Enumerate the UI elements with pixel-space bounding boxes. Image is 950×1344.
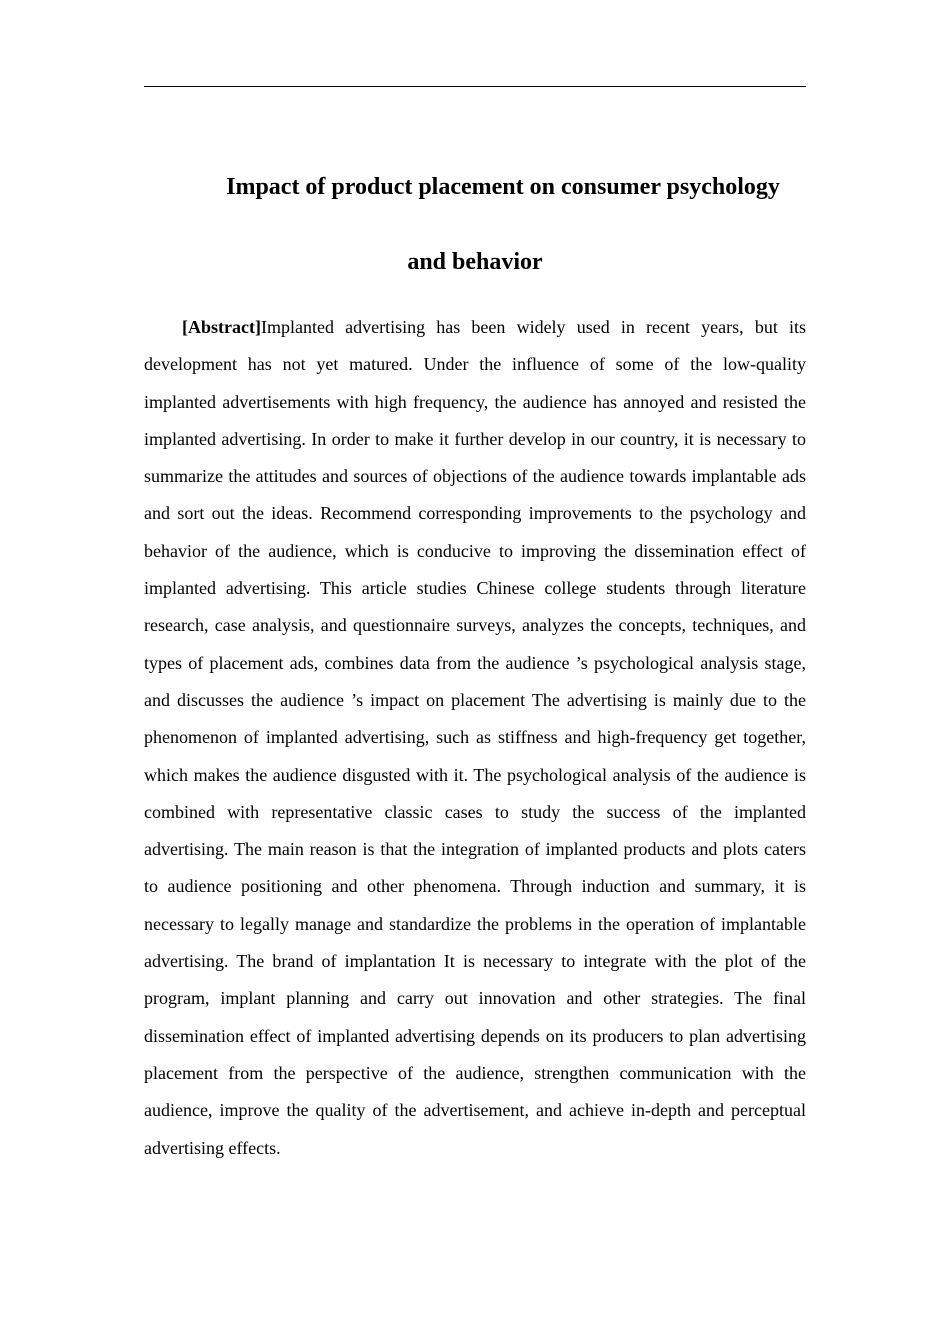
abstract-label: [Abstract] — [182, 317, 261, 337]
abstract-paragraph — [144, 309, 806, 1167]
header-rule — [144, 86, 806, 87]
title-line-2: and behavior — [407, 249, 543, 275]
title-line-1: Impact of product placement on consumer psychology — [226, 174, 780, 200]
abstract-text: Implanted advertising has been widely used in recent years, but its development has not yet matured. Under the influence of some of the low-quality implanted advertisements with high frequency, the audience has annoyed and resisted the implanted advertising. In order to make it further develop in our country, it is necessary to summarize the attitudes and sources of objections of the audience towards implantable ads and sort out the ideas. Recommend corresponding improvements to the psychology and behavior of the audience, which is conducive to improving the dissemination effect of implanted advertising. This article studies Chinese college students through literature research, case analysis, and questionnaire surveys, analyzes the concepts, techniques, and types of placement ads, combines data from the audience ’s psychological analysis stage, and discusses the audience ’s impact on placement The advertising is mainly due to the phenomenon of implanted advertising, such as stiffness and high-frequency get together, which makes the audience disgusted with it. The psychological analysis of the audience is combined with representative classic cases to study the success of the implanted advertising. The main reason is that the integration of implanted products and plots caters to audience positioning and other phenomena. Through induction and summary, it is necessary to legally manage and standardize the problems in the operation of implantable advertising. The brand of implantation It is necessary to integrate with the plot of the program, implant planning and carry out innovation and other strategies. The final dissemination effect of implanted advertising depends on its producers to plan advertising placement from the perspective of the audience, strengthen communication with the audience, improve the quality of the advertisement, and achieve in-depth and perceptual advertising effects. — [144, 317, 806, 1158]
document-title — [144, 150, 806, 300]
